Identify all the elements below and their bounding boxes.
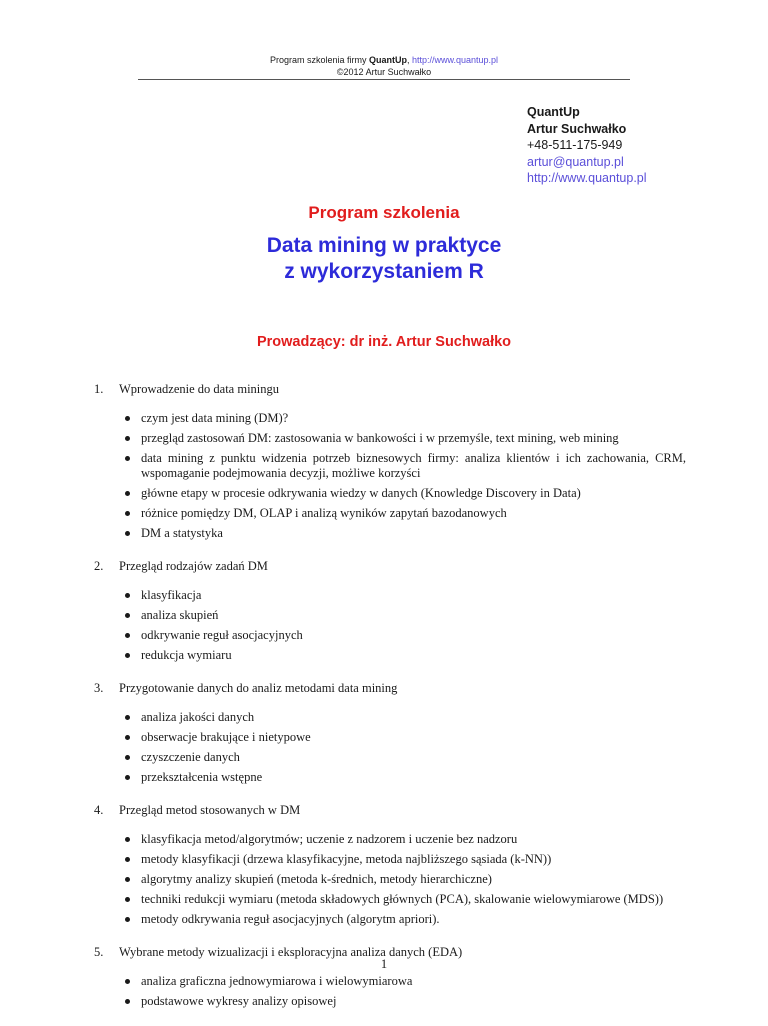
list-item <box>124 648 686 663</box>
bullet-icon <box>124 974 141 989</box>
list-item-text: klasyfikacja metod/algorytmów; uczenie z nadzorem i uczenie bez nadzoru <box>141 832 518 846</box>
header-copyright: ©2012 Artur Suchwałko <box>336 67 432 77</box>
list-item-text: DM a statystyka <box>141 526 223 540</box>
list-item <box>124 912 686 927</box>
bullet-icon <box>124 411 141 426</box>
list-item-text: analiza jakości danych <box>141 710 255 724</box>
header-divider <box>138 79 630 80</box>
contact-website-link[interactable]: http://www.quantup.pl <box>527 171 647 185</box>
document-title-line-2: z wykorzystaniem R <box>284 260 484 283</box>
list-item <box>124 832 686 847</box>
bullet-icon <box>124 710 141 725</box>
list-item-text: redukcja wymiaru <box>141 648 232 662</box>
program-content <box>94 381 686 1026</box>
bullet-icon <box>124 486 141 501</box>
page-header <box>138 54 630 78</box>
bullet-icon <box>124 770 141 785</box>
program-section <box>94 802 686 927</box>
list-item-text: data mining z punktu widzenia potrzeb biznesowych firmy: analiza klientów i ich zachowania, CRM, wspomaganie podejmowania decyzji, możliwe korzyści <box>141 451 686 480</box>
page-number: 1 <box>380 957 388 971</box>
header-prefix: Program szkolenia firmy <box>269 55 369 65</box>
section-number: 1. <box>94 382 104 396</box>
section-title: Wprowadzenie do data miningu <box>119 382 280 396</box>
section-number: 4. <box>94 803 104 817</box>
list-item-text: podstawowe wykresy analizy opisowej <box>141 994 337 1008</box>
list-item-text: klasyfikacja <box>141 588 202 602</box>
list-item <box>124 628 686 643</box>
header-url-link[interactable]: http://www.quantup.pl <box>411 55 499 65</box>
list-item <box>124 431 686 446</box>
bullet-icon <box>124 852 141 867</box>
program-section <box>94 381 686 541</box>
contact-phone: +48-511-175-949 <box>527 138 623 152</box>
bullet-icon <box>124 431 141 446</box>
bullet-icon <box>124 872 141 887</box>
document-kicker: Program szkolenia <box>308 203 460 222</box>
header-separator: , <box>406 55 412 65</box>
list-item-text: metody klasyfikacji (drzewa klasyfikacyjne, metoda najbliższego sąsiada (k-NN)) <box>141 852 552 866</box>
section-number: 5. <box>94 945 104 959</box>
bullet-icon <box>124 912 141 927</box>
section-item-list <box>124 588 686 663</box>
section-item-list <box>124 710 686 785</box>
section-title: Wybrane metody wizualizacji i eksploracyjna analiza danych (EDA) <box>119 945 463 959</box>
bullet-icon <box>124 892 141 907</box>
bullet-icon <box>124 994 141 1009</box>
header-line-1 <box>138 54 630 66</box>
list-item <box>124 770 686 785</box>
instructor-line: Prowadzący: dr inż. Artur Suchwałko <box>256 334 512 350</box>
list-item <box>124 892 686 907</box>
list-item <box>124 994 686 1009</box>
section-item-list <box>124 832 686 927</box>
document-title <box>0 233 768 285</box>
bullet-icon <box>124 526 141 541</box>
list-item-text: analiza graficzna jednowymiarowa i wielowymiarowa <box>141 974 413 988</box>
list-item-text: odkrywanie reguł asocjacyjnych <box>141 628 303 642</box>
section-number: 3. <box>94 681 104 695</box>
program-section <box>94 680 686 785</box>
bullet-icon <box>124 750 141 765</box>
list-item <box>124 506 686 521</box>
header-brand: QuantUp <box>368 55 407 65</box>
section-heading <box>94 680 686 696</box>
list-item <box>124 730 686 745</box>
bullet-icon <box>124 730 141 745</box>
section-item-list <box>124 411 686 541</box>
list-item-text: algorytmy analizy skupień (metoda k-średnich, metody hierarchiczne) <box>141 872 492 886</box>
list-item <box>124 852 686 867</box>
section-title: Przegląd rodzajów zadań DM <box>119 559 268 573</box>
contact-email-link[interactable]: artur@quantup.pl <box>527 154 624 169</box>
bullet-icon <box>124 588 141 603</box>
list-item-text: przegląd zastosowań DM: zastosowania w bankowości i w przemyśle, text mining, web mining <box>141 431 619 445</box>
section-heading <box>94 802 686 818</box>
bullet-icon <box>124 451 141 481</box>
contact-name: Artur Suchwałko <box>527 121 627 136</box>
list-item-text: analiza skupień <box>141 608 219 622</box>
program-section <box>94 558 686 663</box>
list-item <box>124 750 686 765</box>
list-item-text: obserwacje brakujące i nietypowe <box>141 730 311 744</box>
bullet-icon <box>124 608 141 623</box>
list-item <box>124 974 686 989</box>
list-item-text: różnice pomiędzy DM, OLAP i analizą wyników zapytań bazodanowych <box>141 506 507 520</box>
section-heading <box>94 558 686 574</box>
bullet-icon <box>124 832 141 847</box>
section-item-list <box>124 974 686 1009</box>
list-item-text: główne etapy w procesie odkrywania wiedzy w danych (Knowledge Discovery in Data) <box>141 486 581 500</box>
list-item-text: przekształcenia wstępne <box>141 770 263 784</box>
program-section <box>94 944 686 1009</box>
document-title-line-1: Data mining w praktyce <box>266 234 502 257</box>
list-item-text: czyszczenie danych <box>141 750 240 764</box>
bullet-icon <box>124 628 141 643</box>
list-item <box>124 872 686 887</box>
contact-block <box>527 104 647 187</box>
bullet-icon <box>124 648 141 663</box>
list-item <box>124 486 686 501</box>
section-title: Przygotowanie danych do analiz metodami data mining <box>119 681 398 695</box>
section-number: 2. <box>94 559 104 573</box>
list-item <box>124 608 686 623</box>
list-item <box>124 526 686 541</box>
section-heading <box>94 381 686 397</box>
list-item <box>124 411 686 426</box>
list-item <box>124 451 686 481</box>
list-item <box>124 588 686 603</box>
bullet-icon <box>124 506 141 521</box>
contact-company: QuantUp <box>527 105 580 119</box>
list-item-text: czym jest data mining (DM)? <box>141 411 289 425</box>
list-item-text: techniki redukcji wymiaru (metoda składowych głównych (PCA), skalowanie wielowymiarowe (MDS)) <box>141 892 664 906</box>
list-item-text: metody odkrywania reguł asocjacyjnych (algorytm apriori). <box>141 912 440 926</box>
list-item <box>124 710 686 725</box>
section-title: Przegląd metod stosowanych w DM <box>119 803 301 817</box>
